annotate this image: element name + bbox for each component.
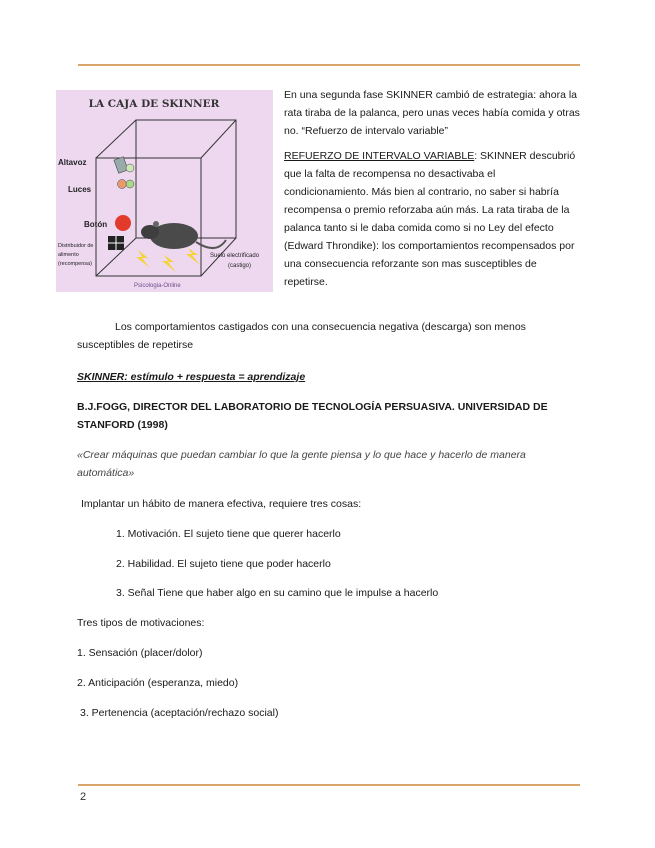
fogg-heading: B.J.FOGG, DIRECTOR DEL LABORATORIO DE TECNOLOGÍA PERSUASIVA. UNIVERSIDAD DE STANFORD (1998) [77,401,548,431]
paragraph-refuerzo [284,147,580,291]
fogg-quote: «Crear máquinas que puedan cambiar lo que la gente piensa y lo que hace y hacerlo de manera automática» [77,449,526,479]
habit-intro: Implantar un hábito de manera efectiva, requiere tres cosas: [81,498,362,510]
motivation-item-1: 1. Sensación (placer/dolor) [77,647,203,659]
light-red-icon [118,180,127,189]
label-altavoz: Altavoz [58,158,87,167]
header-rule [78,64,580,66]
label-boton: Botón [84,220,108,229]
skinner-formula: SKINNER: estímulo + respuesta = aprendizaje [77,371,306,383]
skinner-box-illustration [56,90,273,292]
motivation-item-2: 2. Anticipación (esperanza, miedo) [77,677,239,689]
speaker-icon [114,157,134,174]
habit-item-3: 3. Señal Tiene que haber algo en su camino que le impulse a hacerlo [116,587,439,599]
button-icon [115,215,131,231]
figure-title: LA CAJA DE SKINNER [88,98,220,110]
lightning-icon [136,248,200,272]
motivations-intro: Tres tipos de motivaciones: [77,617,205,629]
skinner-box-figure [56,90,273,292]
figure-credit: Psicologia-Online [134,283,181,289]
label-luces: Luces [68,185,92,194]
rat-icon [141,221,226,249]
motivation-item-3: 3. Pertenencia (aceptación/rechazo social) [80,707,279,719]
paragraph-castigados-block [77,318,580,354]
label-distribuidor-3: (recompensa) [58,261,92,267]
label-suelo-1: Suelo electrificado [210,253,260,259]
habit-item-2: 2. Habilidad. El sujeto tiene que poder hacerlo [116,558,331,570]
refuerzo-heading: REFUERZO DE INTERVALO VARIABLE [284,150,475,162]
habit-item-1: 1. Motivación. El sujeto tiene que querer hacerlo [116,528,341,540]
footer-rule [78,784,580,786]
page-number: 2 [80,791,87,803]
side-text-block [284,86,580,298]
paragraph-segunda-fase: En una segunda fase SKINNER cambió de estrategia: ahora la rata tiraba de la palanca, pero unas veces había comida y otras no. “Refuerzo de intervalo variable” [284,89,580,137]
light-green-icon [126,180,134,188]
label-suelo-2: (castigo) [228,263,252,269]
food-dispenser-icon [108,236,124,250]
label-distribuidor-2: alimento [58,252,79,258]
label-distribuidor-1: Distribuidor de [58,243,94,249]
paragraph-castigados: Los comportamientos castigados con una consecuencia negativa (descarga) son menos susceptibles de repetirse [77,321,526,351]
refuerzo-text: : SKINNER descubrió que la falta de recompensa no desactivaba el condicionamiento. Más bien al contrario, no saber si habría recompensa o premio reforzaba aún más. La rata tiraba de la palanca tanto si le daba comida como si no Ley del efecto (Edward Throndike): los comportamientos recompensados por una consecuencia reforzante son mas susceptibles de repetirse. [284,150,576,288]
